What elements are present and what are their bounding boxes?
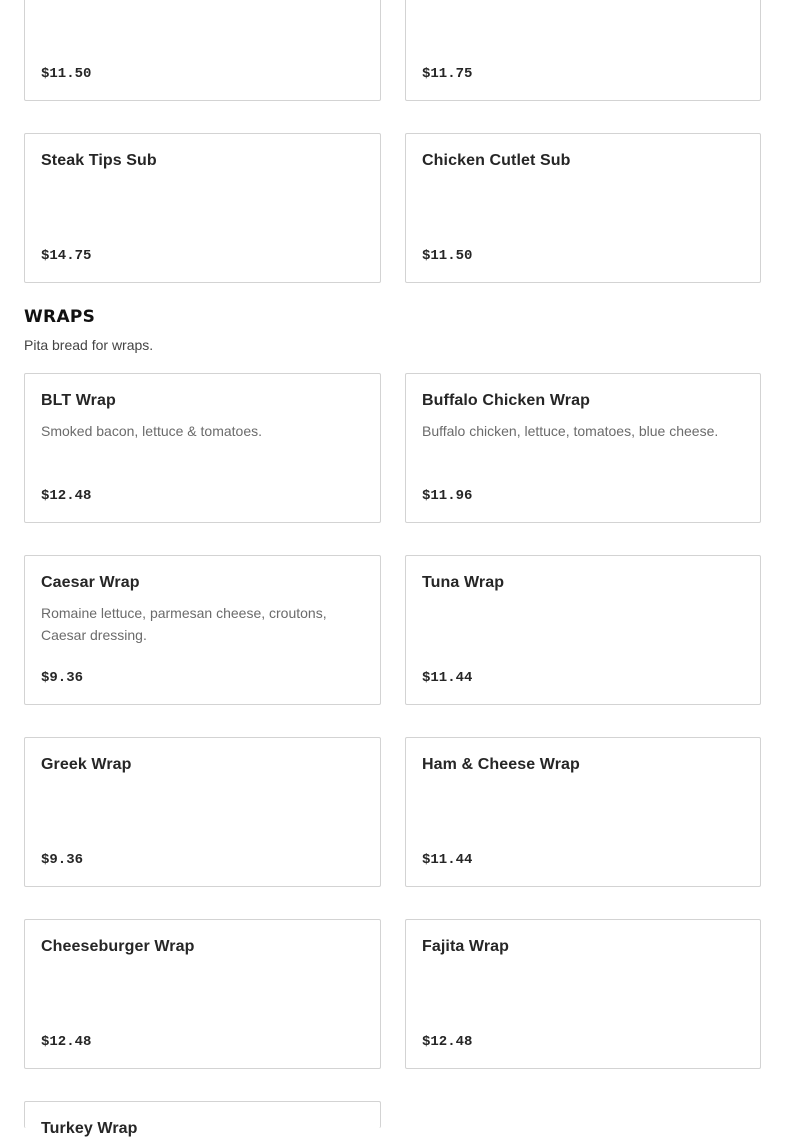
item-price: $9.36: [41, 852, 84, 868]
item-name: Tuna Wrap: [422, 574, 505, 591]
menu-item-card[interactable]: [24, 919, 381, 1069]
menu-item-card[interactable]: [24, 373, 381, 523]
section-description: Pita bread for wraps.: [24, 337, 154, 353]
menu-item-card[interactable]: [24, 0, 381, 101]
item-price: $12.48: [422, 1034, 473, 1050]
menu-item-card[interactable]: [405, 0, 761, 101]
item-name: BLT Wrap: [41, 392, 116, 409]
item-name: Steak Tips Sub: [41, 152, 157, 169]
menu-item-card[interactable]: [24, 555, 381, 705]
section-title: WRAPS: [24, 307, 96, 327]
menu-item-card[interactable]: [405, 555, 761, 705]
menu-item-card[interactable]: [24, 737, 381, 887]
item-name: Cheeseburger Wrap: [41, 938, 195, 955]
menu-item-card[interactable]: [24, 133, 381, 283]
item-price: $9.36: [41, 670, 84, 686]
item-price: $11.44: [422, 852, 473, 868]
menu-item-card[interactable]: [405, 133, 761, 283]
menu-item-card[interactable]: [24, 1101, 381, 1137]
item-price: $11.44: [422, 670, 473, 686]
item-name: Chicken Cutlet Sub: [422, 152, 571, 169]
item-price: $12.48: [41, 1034, 92, 1050]
item-price: $12.48: [41, 488, 92, 504]
item-description: Smoked bacon, lettuce & tomatoes.: [41, 423, 263, 439]
menu-item-card[interactable]: [405, 373, 761, 523]
menu-item-card[interactable]: [405, 737, 761, 887]
item-name: Ham & Cheese Wrap: [422, 756, 580, 773]
item-price: $11.50: [41, 66, 92, 82]
item-price: $11.75: [422, 66, 473, 82]
item-name: Caesar Wrap: [41, 574, 140, 591]
item-price: $14.75: [41, 248, 92, 264]
menu-item-card[interactable]: [405, 919, 761, 1069]
item-name: Buffalo Chicken Wrap: [422, 392, 590, 409]
item-name: Turkey Wrap: [41, 1120, 138, 1137]
item-name: Greek Wrap: [41, 756, 132, 773]
item-price: $11.96: [422, 488, 473, 504]
item-price: $11.50: [422, 248, 473, 264]
item-name: Fajita Wrap: [422, 938, 510, 955]
item-description: Buffalo chicken, lettuce, tomatoes, blue cheese.: [422, 423, 719, 439]
item-description: Romaine lettuce, parmesan cheese, croutons, Caesar dressing.: [41, 605, 327, 643]
